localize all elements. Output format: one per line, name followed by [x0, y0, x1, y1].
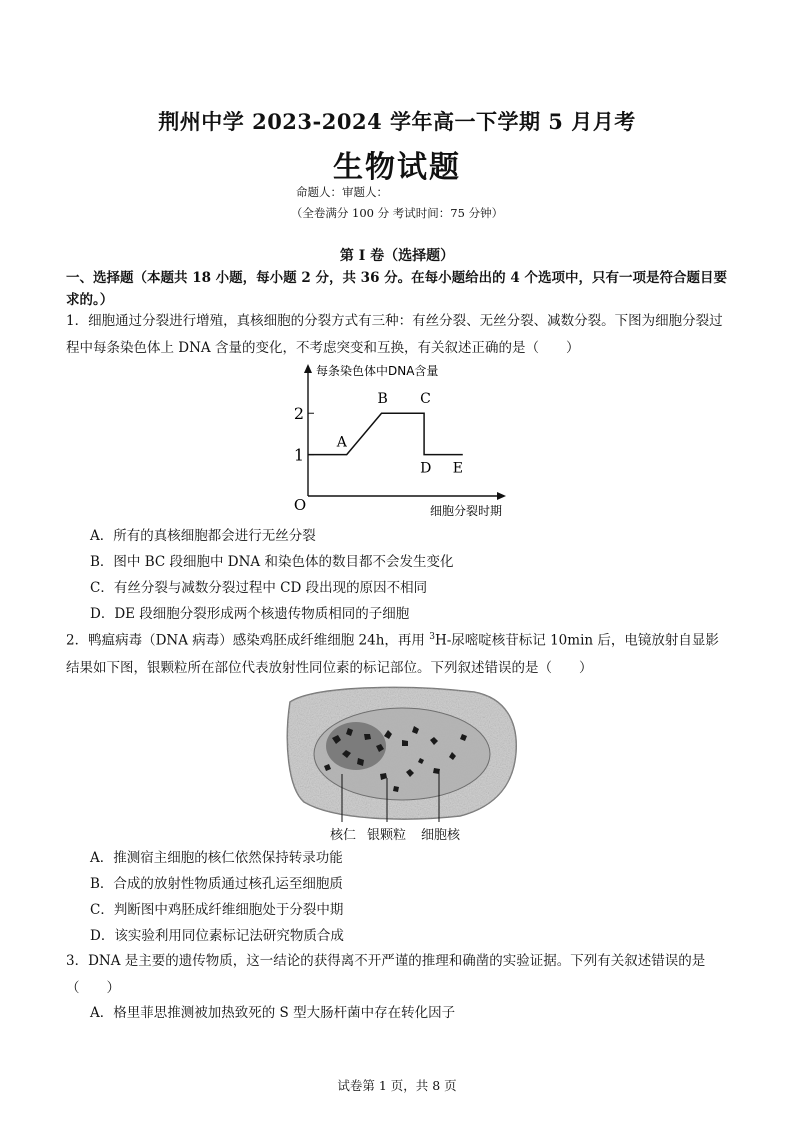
volume-heading: 第 I 卷（选择题） — [339, 248, 455, 264]
chart-text — [294, 363, 502, 518]
q1-option-b: B．图中 BC 段细胞中 DNA 和染色体的数目都不会发生变化 — [90, 554, 454, 570]
x-axis-label: 细胞分裂时期 — [429, 504, 502, 518]
q2-option-b: B．合成的放射性物质通过核孔运至细胞质 — [90, 876, 343, 892]
q2-stem-part2: H-尿嘧啶核苷标记 10min 后，电镜放射自显影结果如下图，银颗粒所在部位代表放射性同位素的标记部位。下列叙述错误的是（ ） — [66, 632, 719, 676]
origin-label: O — [293, 496, 307, 514]
chart-series — [308, 413, 463, 454]
point-label-E: E — [452, 460, 464, 477]
page-footer: 试卷第 1 页，共 8 页 — [337, 1078, 457, 1093]
label-nucleolus: 核仁 — [330, 828, 357, 843]
point-label-A: A — [336, 434, 347, 451]
q1-option-d: D．DE 段细胞分裂形成两个核遗传物质相同的子细胞 — [90, 606, 410, 622]
dna-content-chart — [290, 360, 510, 520]
question-2-stem — [66, 624, 730, 682]
q3-option-a: A．格里菲思推测被加热致死的 S 型大肠杆菌中存在转化因子 — [90, 1005, 456, 1021]
q1-option-c: C．有丝分裂与减数分裂过程中 CD 段出现的原因不相同 — [90, 580, 428, 596]
y-tick-label-1: 1 — [293, 445, 304, 465]
exam-meta: （全卷满分 100 分 考试时间：75 分钟） — [290, 206, 504, 220]
label-cell-nucleus: 细胞核 — [421, 828, 461, 843]
authors-line: 命题人：审题人： — [296, 185, 388, 199]
subject-title: 生物试题 — [333, 150, 461, 185]
exam-title: 荆州中学 2023-2024 学年高一下学期 5 月月考 — [158, 109, 636, 134]
point-label-C: C — [420, 391, 431, 408]
q2-option-c: C．判断图中鸡胚成纤维细胞处于分裂中期 — [90, 902, 344, 918]
y-axis-arrow — [304, 364, 312, 373]
chart-axes — [304, 364, 506, 500]
q2-option-a: A．推测宿主细胞的核仁依然保持转录功能 — [90, 850, 343, 866]
point-label-D: D — [420, 460, 432, 477]
q2-superscript: 3 — [429, 632, 435, 642]
dna-content-line — [308, 413, 463, 454]
y-tick-label-2: 2 — [293, 404, 304, 424]
question-3-stem: 3．DNA 是主要的遗传物质，这一结论的获得离不开严谨的推理和确凿的实验证据。下列有关叙述错误的是（ ） — [66, 953, 706, 996]
point-label-B: B — [377, 391, 388, 408]
electron-micrograph — [284, 682, 520, 822]
section-heading: 一、选择题（本题共 18 小题，每小题 2 分，共 36 分。在每小题给出的 4 个选项中，只有一项是符合题目要求的。） — [66, 270, 727, 308]
q2-stem-part1: 2．鸭瘟病毒（DNA 病毒）感染鸡胚成纤维细胞 24h，再用 — [66, 632, 430, 649]
q2-option-d: D．该实验利用同位素标记法研究物质合成 — [90, 928, 344, 944]
question-1-stem: 1．细胞通过分裂进行增殖，真核细胞的分裂方式有三种：有丝分裂、无丝分裂、减数分裂。下图为细胞分裂过程中每条染色体上 DNA 含量的变化，不考虑突变和互换，有关叙述正确的是（ ） — [66, 313, 723, 356]
y-axis-label: 每条染色体中DNA含量 — [316, 364, 439, 378]
label-silver-grain: 银颗粒 — [367, 828, 407, 843]
q1-option-a: A．所有的真核细胞都会进行无丝分裂 — [90, 528, 316, 544]
x-axis-arrow — [497, 492, 506, 500]
